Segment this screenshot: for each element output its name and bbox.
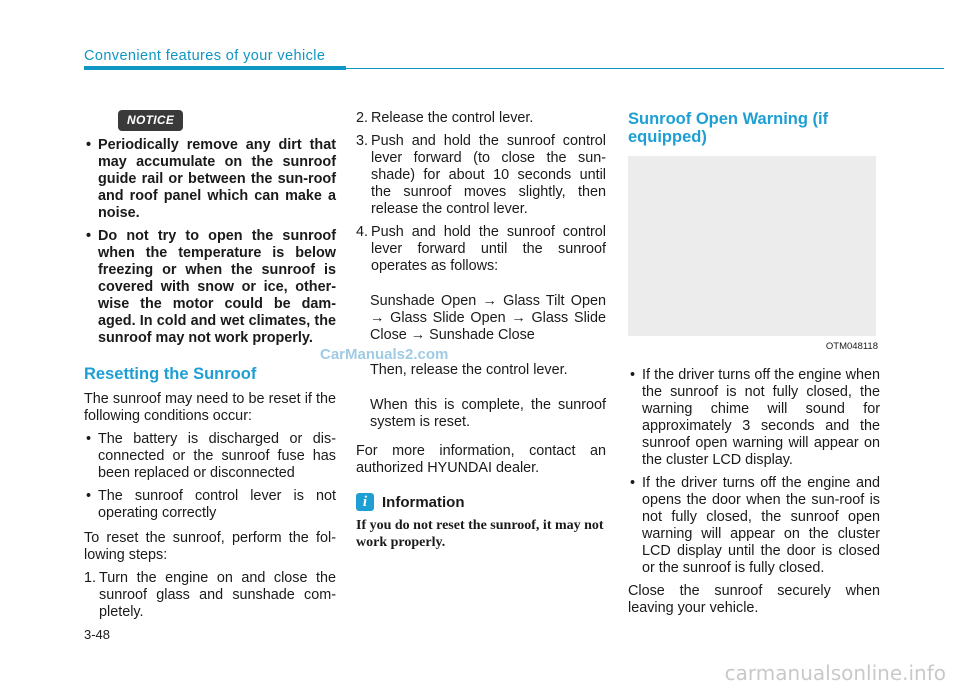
steps-list-start (84, 570, 336, 621)
step-item: 2. Release the control lever. (356, 110, 534, 126)
site-watermark: carmanualsonline.info (724, 661, 946, 685)
step-item: 4. Push and hold the sunroof control lever forward until the sunroof operates as follows: (356, 224, 606, 274)
reset-heading: Resetting the Sunroof (84, 365, 257, 383)
column-middle (356, 110, 606, 551)
image-code: OTM048118 (825, 341, 878, 352)
list-item: • The battery is discharged or dis-connected or the sunroof fuse has been replaced or disconnected (86, 431, 336, 481)
notice-badge: NOTICE (118, 110, 183, 131)
information-title: Information (382, 493, 465, 511)
header-accent-bar (84, 66, 346, 70)
header-rule (346, 68, 944, 69)
steps-intro: To reset the sunroof, perform the fol-lowing steps: (84, 530, 336, 563)
step-item: 3. Push and hold the sunroof control lever forward (to close the sun-shade) for about 10 seconds until the sunroof moves slightly, then release the control lever. (356, 133, 606, 217)
notice-list (84, 137, 336, 347)
steps-list (356, 110, 606, 275)
reset-intro: The sunroof may need to be reset if the following conditions occur: (84, 391, 336, 424)
warning-list (628, 367, 880, 577)
reset-conditions-list (84, 431, 336, 522)
list-item: • The sunroof control lever is not operating correctly (86, 488, 336, 521)
notice-item: • Do not try to open the sunroof when the temperature is below freezing or when the sunroof is covered with snow or ice, other-wise the motor could be dam-aged. In cold and wet climates, the sunroof may not work properly. (86, 228, 336, 346)
watermark: CarManuals2.com (320, 346, 449, 363)
notice-item: • Periodically remove any dirt that may accumulate on the sunroof guide rail or between the sun-roof and roof panel which can make a noise. (86, 137, 336, 221)
reset-complete: When this is complete, the sunroof system is reset. (370, 397, 606, 430)
closing-advice: Close the sunroof securely when leaving your vehicle. (628, 583, 880, 616)
step-item: 1. Turn the engine on and close the sunroof glass and sunshade com-pletely. (84, 570, 336, 620)
release-instruction: Then, release the control lever. (370, 362, 568, 378)
sunroof-warning-image (628, 156, 876, 336)
column-right (628, 110, 880, 617)
information-header (356, 493, 606, 511)
warning-heading: Sunroof Open Warning (if equipped) (628, 110, 829, 146)
column-left (84, 110, 336, 627)
page-number: 3-48 (84, 627, 111, 642)
page-header (84, 44, 944, 74)
info-icon: i (356, 493, 374, 511)
information-text: If you do not reset the sunroof, it may not work properly. (356, 518, 604, 550)
section-title: Convenient features of your vehicle (84, 48, 326, 64)
list-item: • If the driver turns off the engine and opens the door when the sun-roof is not fully closed, the sunroof open warning will appear on the cluster LCD display until the door is closed or the sunroof is fully closed. (630, 475, 880, 576)
operation-sequence: Sunshade Open → Glass Tilt Open → Glass Slide Open → Glass Slide Close → Sunshade Close (370, 293, 606, 343)
list-item: • If the driver turns off the engine when the sunroof is not fully closed, the warning chime will sound for approximately 3 seconds and the sunroof open warning will appear on the cluster LCD display. (630, 367, 880, 468)
dealer-contact: For more information, contact an authorized HYUNDAI dealer. (356, 443, 606, 476)
